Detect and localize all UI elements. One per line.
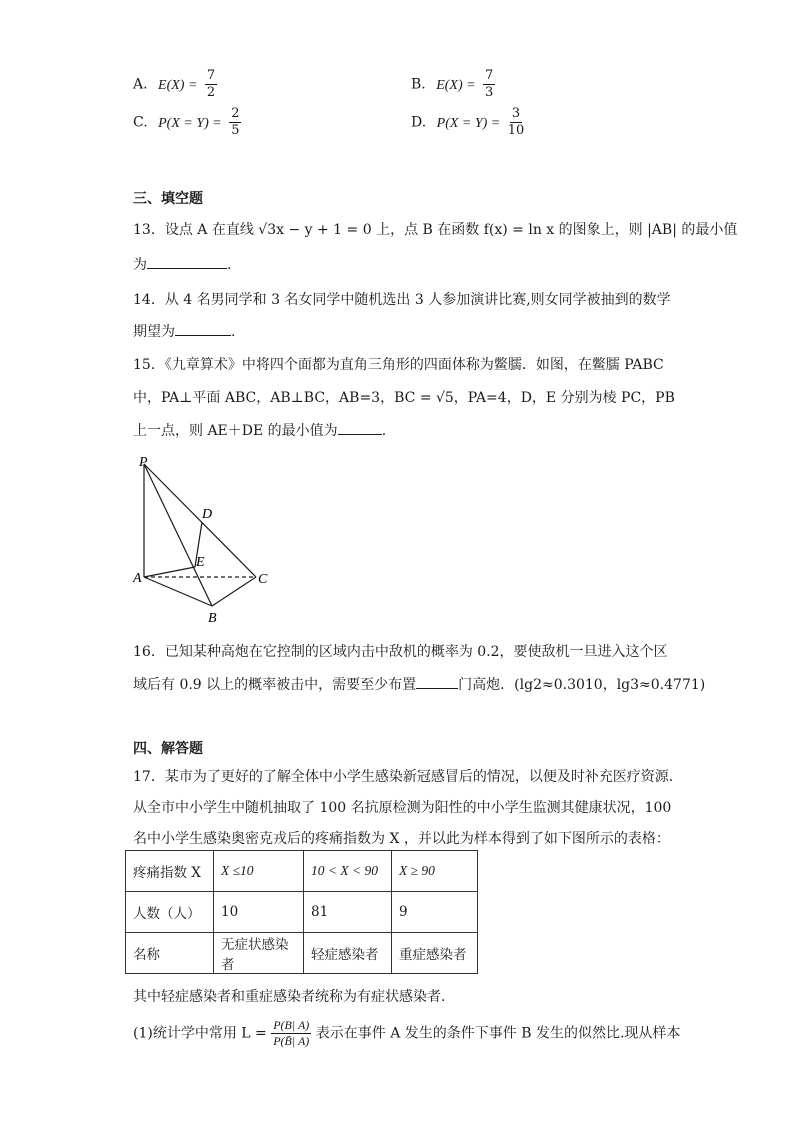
question-14-line-1: 14．从 4 名男同学和 3 名女同学中随机选出 3 人参加演讲比赛,则女同学被抽到的数学 xyxy=(133,292,671,308)
table-cell: 9 xyxy=(392,892,478,933)
question-15-line-2: 中，PA⊥平面 ABC，AB⊥BC，AB=3，BC = √5，PA=4，D，E 分别为棱 PC，PB xyxy=(133,390,675,406)
table-cell: 无症状感染者 xyxy=(214,933,304,974)
section-title-fill-in: 三、填空题 xyxy=(133,191,203,207)
edge-bc xyxy=(212,577,256,606)
label-e: E xyxy=(196,555,205,570)
answer-blank[interactable] xyxy=(147,255,227,269)
label-a: A xyxy=(133,571,142,586)
question-15-line-3: 上一点，则 AE＋DE 的最小值为 . xyxy=(133,423,387,439)
question-17-note: 其中轻症感染者和重症感染者统称为有症状感染者. xyxy=(133,989,446,1005)
label-d: D xyxy=(202,507,213,522)
table-cell: 疼痛指数 X xyxy=(126,851,214,892)
question-13-line-2: 为 . xyxy=(133,257,232,273)
question-17-line-3: 名中小学生感染奥密克戎后的疼痛指数为 X ，并以此为样本得到了如下图所示的表格： xyxy=(133,831,670,847)
question-17-part-1: (1)统计学中常用 L = $\frac{P(B| A)}{P(B̄| A)}$ 表示在事件 A 发生的条件下事件 B 发生的似然比.现从样本 xyxy=(133,1018,681,1048)
table-cell: 10 xyxy=(214,892,304,933)
label-p: P xyxy=(139,455,148,470)
table-cell: 名称 xyxy=(126,933,214,974)
option-d: D. P(X = Y) = $\frac{3}{10}$ xyxy=(411,106,525,138)
table-cell: X ≤10 xyxy=(214,851,304,892)
answer-blank[interactable] xyxy=(175,322,231,336)
option-b: B. E(X) = $\frac{7}{3}$ xyxy=(411,68,494,100)
question-14-line-2: 期望为 . xyxy=(133,324,236,340)
table-cell: 10 < X < 90 xyxy=(304,851,392,892)
answer-blank[interactable] xyxy=(416,675,458,689)
table-row xyxy=(126,851,478,892)
fraction: $\frac{3}{10}$ xyxy=(507,106,525,138)
question-16-line-1: 16．已知某种高炮在它控制的区域内击中敌机的概率为 0.2，要使敌机一旦进入这个区 xyxy=(133,644,668,660)
label-b: B xyxy=(208,611,217,626)
answer-blank[interactable] xyxy=(338,421,382,435)
fraction: $\frac{7}{3}$ xyxy=(485,68,494,100)
fraction: $\frac{7}{2}$ xyxy=(206,68,216,100)
edge-pb xyxy=(144,464,212,606)
fraction: $\frac{2}{5}$ xyxy=(231,106,240,138)
table-cell: 81 xyxy=(304,892,392,933)
table-row xyxy=(126,933,478,974)
question-15-line-1: 15．《九章算术》中将四个面都为直角三角形的四面体称为鳖臑．如图，在鳖臑 PABC xyxy=(133,357,664,373)
likelihood-ratio-fraction: $\frac{P(B| A)}{P(B̄| A)}$ xyxy=(273,1018,310,1048)
question-13-line-1: 13．设点 A 在直线 √3x − y + 1 = 0 上，点 B 在函数 f(x) = ln x 的图象上，则 |AB| 的最小值 xyxy=(133,222,738,238)
segment-ae xyxy=(144,567,195,577)
pain-index-table xyxy=(125,850,478,974)
section-title-solutions: 四、解答题 xyxy=(133,741,203,757)
edge-ab xyxy=(144,577,212,606)
table-cell: 轻症感染者 xyxy=(304,933,392,974)
table-cell: 人数（人） xyxy=(126,892,214,933)
option-a: A. E(X) = $\frac{7}{2}$ xyxy=(133,68,216,100)
table-cell: 重症感染者 xyxy=(392,933,478,974)
option-c: C. P(X = Y) = $\frac{2}{5}$ xyxy=(133,106,240,138)
question-17-line-1: 17．某市为了更好的了解全体中小学生感染新冠感冒后的情况，以便及时补充医疗资源. xyxy=(133,769,674,785)
label-c: C xyxy=(258,572,268,587)
question-17-line-2: 从全市中小学生中随机抽取了 100 名抗原检测为阳性的中小学生监测其健康状况，100 xyxy=(133,800,672,816)
question-16-line-2: 域后有 0.9 以上的概率被击中，需要至少布置 门高炮．(lg2≈0.3010，lg3≈0.4771) xyxy=(133,677,706,693)
table-row xyxy=(126,892,478,933)
pyramid-figure xyxy=(128,450,288,630)
table-cell: X ≥ 90 xyxy=(392,851,478,892)
